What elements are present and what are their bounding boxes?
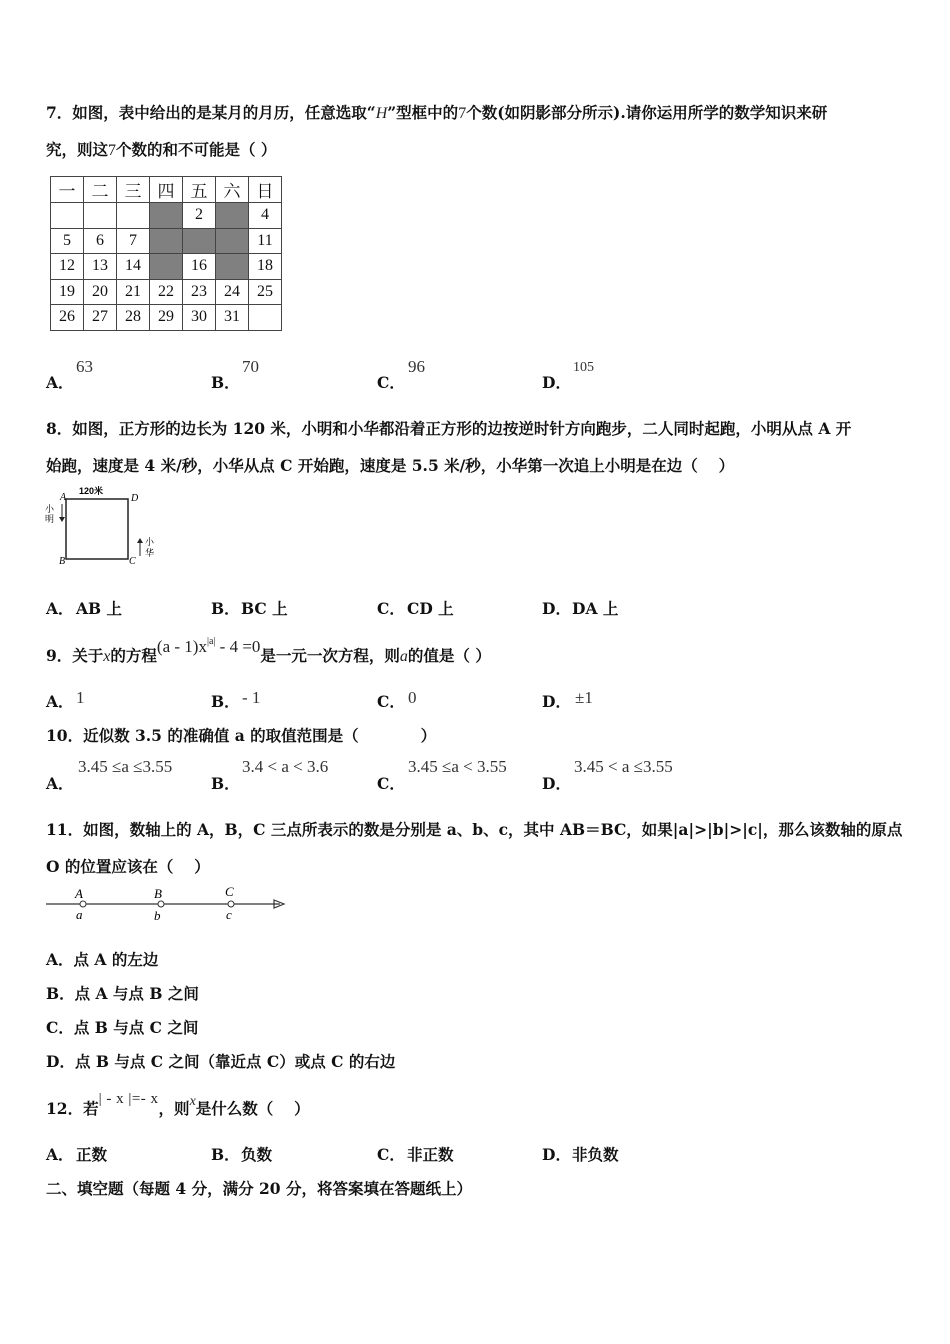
xiaoming-label-2: 明 [45, 515, 55, 525]
axis-label-upper-c: C [225, 884, 234, 899]
calendar-cell: 22 [150, 279, 183, 305]
calendar-cell: 24 [216, 279, 249, 305]
q11-option-a: A．点 A 的左边 [46, 950, 159, 969]
q8-option-c-label: C． [377, 599, 405, 618]
var-h: H [375, 105, 388, 122]
q11-line2: O 的位置应该在（ ） [46, 857, 210, 876]
q9-option-b-label: B． [211, 692, 240, 711]
q11-line1: 11．如图，数轴上的 A，B，C 三点所表示的数是分别是 a、b、c，其中 AB＝BC，如果|a|>|b|>|c|，那么该数轴的原点 [46, 820, 903, 839]
q12-option-d-value: 非负数 [572, 1145, 619, 1164]
calendar-row [51, 254, 282, 280]
q10-option-a-label: A． [46, 774, 74, 793]
calendar-cell-shaded [216, 254, 249, 280]
point-a-label: A [60, 492, 67, 503]
calendar-row [51, 228, 282, 254]
calendar-cell: 26 [51, 305, 84, 331]
q9-option-d-label: D． [542, 692, 571, 711]
calendar-row [51, 279, 282, 305]
q11-option-b: B．点 A 与点 B 之间 [46, 984, 199, 1003]
side-length-label: 120米 [79, 486, 104, 496]
calendar-cell: 18 [249, 254, 282, 280]
q8-option-a-label: A． [46, 599, 74, 618]
calendar-cell: 6 [84, 228, 117, 254]
q8-line2: 始跑，速度是 4 米/秒，小华从点 C 开始跑，速度是 5.5 米/秒，小华第一次追上小明是在边（ ） [46, 456, 735, 475]
q10-option-b-value: 3.4 < a < 3.6 [242, 757, 329, 776]
calendar-cell [249, 305, 282, 331]
var-x: x [103, 648, 111, 665]
calendar-cell: 5 [51, 228, 84, 254]
calendar-cell: 23 [183, 279, 216, 305]
q12-option-a-label: A． [46, 1145, 74, 1164]
q9-option-a-value: 1 [76, 688, 85, 707]
q8-line1: 8．如图，正方形的边长为 120 米，小明和小华都沿着正方形的边按逆时针方向跑步，二人同时起跑，小明从点 A 开 [46, 419, 852, 438]
point-c-label: C [129, 556, 136, 567]
calendar-cell-shaded [150, 228, 183, 254]
calendar-cell-shaded [216, 203, 249, 229]
section-title: 二、填空题（每题 4 分，满分 20 分，将答案填在答题纸上） [46, 1179, 472, 1198]
q12-option-a-value: 正数 [76, 1145, 108, 1164]
number-line-figure [42, 882, 292, 922]
q12-line: 12．若| - x |=- x，则x是什么数（ ） [46, 1091, 310, 1118]
q9-equation: $(a - 1)x^{|a|} - 4 =0$ [156, 636, 261, 656]
calendar-header-row [51, 177, 282, 203]
q7-option-c-label: C． [377, 373, 405, 392]
calendar-cell: 12 [51, 254, 84, 280]
q11-option-c: C．点 B 与点 C 之间 [46, 1018, 199, 1037]
q10-line: 10．近似数 3.5 的准确值 a 的取值范围是（ ） [46, 726, 437, 745]
q8-option-c-value: CD 上 [407, 599, 454, 618]
q10-option-c-label: C． [377, 774, 405, 793]
q7-option-d-label: D． [542, 373, 571, 392]
calendar-cell: 13 [84, 254, 117, 280]
calendar-row [51, 203, 282, 229]
var-x: x [189, 1094, 196, 1109]
q9-option-b-value: - 1 [242, 688, 261, 707]
q7-option-d-value: 105 [573, 360, 594, 375]
calendar-cell: 20 [84, 279, 117, 305]
axis-label-lower-a: a [76, 907, 83, 922]
axis-label-upper-b: B [154, 886, 162, 901]
calendar-cell: 25 [249, 279, 282, 305]
calendar-header-cell: 四 [150, 177, 183, 203]
q7-line1: 7．如图，表中给出的是某月的月历，任意选取“H”型框中的7个数(如阴影部分所示).请你运用所学的数学知识来研 [46, 103, 828, 122]
q10-option-c-value: 3.45 ≤a < 3.55 [408, 757, 507, 776]
calendar-cell: 16 [183, 254, 216, 280]
calendar-cell-shaded [216, 228, 249, 254]
point-b-dot [158, 901, 164, 907]
q12-option-c-value: 非正数 [407, 1145, 454, 1164]
calendar-cell-shaded [150, 203, 183, 229]
q7-option-a-value: 63 [76, 357, 93, 376]
q9-option-d-value: ±1 [575, 688, 593, 707]
q9-option-c-value: 0 [408, 688, 417, 707]
calendar-cell: 28 [117, 305, 150, 331]
q12-option-c-label: C． [377, 1145, 405, 1164]
calendar-header-cell: 五 [183, 177, 216, 203]
calendar-cell: 29 [150, 305, 183, 331]
calendar-cell: 27 [84, 305, 117, 331]
axis-label-lower-c: c [226, 907, 232, 922]
calendar-cell: 2 [183, 203, 216, 229]
calendar-header-cell: 二 [84, 177, 117, 203]
calendar-header-cell: 日 [249, 177, 282, 203]
point-d-label: D [131, 493, 139, 504]
calendar-header-cell: 三 [117, 177, 150, 203]
q12-option-b-label: B． [211, 1145, 240, 1164]
q9-line: 9．关于x的方程$(a - 1)x^{|a|} - 4 =0$是一元一次方程，则a的值是（ ） [46, 636, 491, 665]
xiaoming-arrowhead [59, 517, 65, 522]
q10-option-d-value: 3.45 < a ≤3.55 [574, 757, 673, 776]
q11-option-d: D．点 B 与点 C 之间（靠近点 C）或点 C 的右边 [46, 1052, 396, 1071]
calendar-row [51, 305, 282, 331]
q8-option-a-value: AB 上 [76, 599, 123, 618]
calendar-cell-shaded [183, 228, 216, 254]
q7-option-c-value: 96 [408, 357, 425, 376]
axis-label-lower-b: b [154, 908, 161, 922]
calendar-cell-shaded [150, 254, 183, 280]
xiaohua-arrowhead [137, 538, 143, 543]
var-a: a [399, 648, 408, 665]
calendar-cell: 11 [249, 228, 282, 254]
calendar-cell: 7 [117, 228, 150, 254]
xiaohua-label-1: 小 [145, 538, 155, 548]
square-track-figure [42, 484, 167, 572]
q7-option-b-label: B． [211, 373, 240, 392]
q7-option-b-value: 70 [242, 357, 259, 376]
square-track [66, 499, 128, 559]
q8-option-d-label: D． [542, 599, 571, 618]
calendar-table [50, 176, 282, 331]
calendar-cell [51, 203, 84, 229]
q8-option-d-value: DA 上 [572, 599, 619, 618]
calendar-header-cell: 六 [216, 177, 249, 203]
q8-option-b-label: B． [211, 599, 240, 618]
xiaohua-label-2: 华 [145, 549, 155, 559]
calendar-cell: 21 [117, 279, 150, 305]
q10-option-a-value: 3.45 ≤a ≤3.55 [78, 757, 173, 776]
q12-option-b-value: 负数 [241, 1145, 273, 1164]
calendar-cell: 4 [249, 203, 282, 229]
q10-option-b-label: B． [211, 774, 240, 793]
calendar-cell [117, 203, 150, 229]
q12-equation: | - x |=- x [98, 1091, 159, 1107]
q7-option-a-label: A． [46, 373, 74, 392]
calendar-cell: 19 [51, 279, 84, 305]
q12-option-d-label: D． [542, 1145, 571, 1164]
num-7: 7 [458, 105, 467, 122]
calendar-header-cell: 一 [51, 177, 84, 203]
q8-option-b-value: BC 上 [241, 599, 288, 618]
calendar-cell [84, 203, 117, 229]
calendar-cell: 30 [183, 305, 216, 331]
calendar-cell: 14 [117, 254, 150, 280]
q9-option-a-label: A． [46, 692, 74, 711]
point-b-label: B [59, 556, 66, 567]
axis-label-upper-a: A [75, 886, 83, 901]
q9-option-c-label: C． [377, 692, 405, 711]
calendar-cell: 31 [216, 305, 249, 331]
q10-option-d-label: D． [542, 774, 571, 793]
xiaoming-label-1: 小 [45, 505, 55, 515]
q7-line2: 究，则这7个数的和不可能是（ ） [46, 140, 277, 159]
